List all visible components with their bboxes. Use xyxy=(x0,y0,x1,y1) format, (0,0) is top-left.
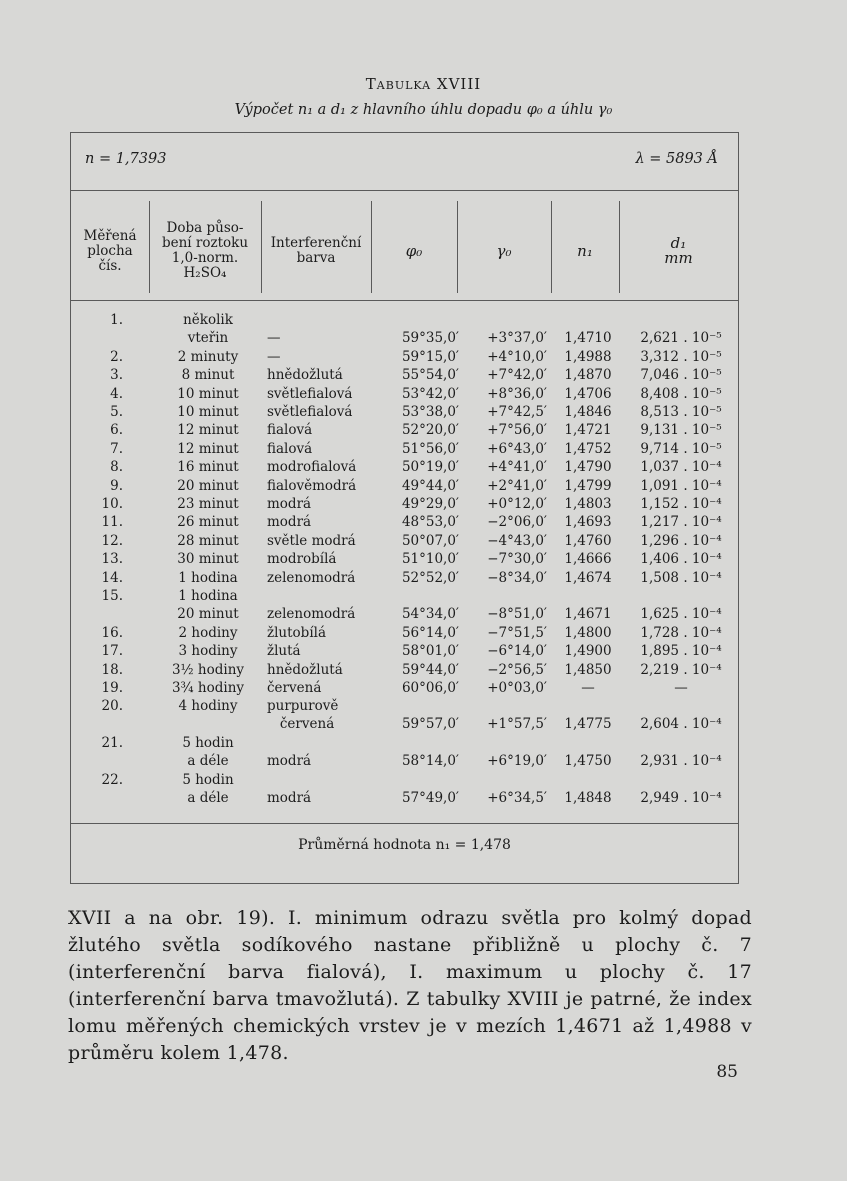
row-d1: 7,046 . 10⁻⁵ xyxy=(640,367,722,384)
row-n1: 1,4790 xyxy=(564,459,612,476)
row-gamma0: −8°51,0′ xyxy=(487,606,547,622)
row-phi0: 53°42,0′ xyxy=(401,385,459,402)
row-number: 1. xyxy=(110,312,123,328)
row-d1: 3,312 . 10⁻⁵ xyxy=(640,348,722,365)
row-exposure-time: 23 minut xyxy=(177,496,239,512)
row-exposure-time: 5 hodin a déle xyxy=(182,772,234,806)
row-n1: 1,4870 xyxy=(564,367,612,384)
row-d1: 8,408 . 10⁻⁵ xyxy=(640,385,722,402)
row-d1: — xyxy=(674,680,688,696)
page-number: 85 xyxy=(716,1062,738,1082)
row-interference-color: modrofialová xyxy=(267,459,357,476)
row-n1: 1,4710 xyxy=(564,330,612,346)
row-d1: 8,513 . 10⁻⁵ xyxy=(640,404,722,420)
row-gamma0: +7°42,0′ xyxy=(487,367,547,384)
row-interference-color: červená xyxy=(267,680,322,696)
row-exposure-time: 12 minut xyxy=(177,440,239,457)
row-exposure-time: 5 hodin a déle xyxy=(182,735,234,770)
row-number: 4. xyxy=(110,385,123,402)
row-gamma0: +0°03,0′ xyxy=(487,680,547,696)
row-d1: 1,508 . 10⁻⁴ xyxy=(640,569,722,586)
table-rule-top xyxy=(71,190,738,191)
wavelength-value: λ = 5893 Å xyxy=(635,151,718,167)
table-rule-bottom xyxy=(71,823,738,824)
row-number: 7. xyxy=(110,440,123,457)
row-interference-color: hnědožlutá xyxy=(267,367,343,384)
row-gamma0: +2°41,0′ xyxy=(487,477,547,494)
row-interference-color: světlefialová xyxy=(267,404,353,420)
row-interference-color: purpurově červená xyxy=(267,698,339,733)
row-phi0: 51°56,0′ xyxy=(401,440,459,457)
row-d1: 1,037 . 10⁻⁴ xyxy=(640,459,722,476)
row-d1: 2,219 . 10⁻⁴ xyxy=(640,661,722,678)
n-value: n = 1,7393 xyxy=(85,151,167,167)
row-number: 3. xyxy=(110,367,123,384)
row-n1: 1,4706 xyxy=(564,385,612,402)
average-value: Průměrná hodnota n₁ = 1,478 xyxy=(298,837,511,853)
row-gamma0: +7°56,0′ xyxy=(487,422,547,439)
row-number: 19. xyxy=(101,680,123,696)
row-number: 10. xyxy=(101,496,123,512)
row-interference-color: žlutá xyxy=(267,643,301,660)
row-exposure-time: několik vteřin xyxy=(183,312,233,346)
row-interference-color: žlutobílá xyxy=(267,624,327,641)
row-interference-color: modrá xyxy=(267,496,312,512)
row-exposure-time: 10 minut xyxy=(177,385,239,402)
row-interference-color: modrá xyxy=(267,790,312,806)
row-phi0: 60°06,0′ xyxy=(401,680,459,696)
row-n1: 1,4666 xyxy=(564,551,612,568)
row-number: 15. xyxy=(101,588,123,604)
row-number: 12. xyxy=(101,532,123,549)
row-n1: 1,4775 xyxy=(564,716,612,733)
row-n1: 1,4721 xyxy=(564,422,612,439)
header-exposure-time: Doba půso- bení roztoku 1,0-norm. H₂SO₄ xyxy=(161,220,249,281)
row-d1: 9,714 . 10⁻⁵ xyxy=(640,440,722,457)
row-phi0: 57°49,0′ xyxy=(401,790,459,806)
data-table xyxy=(70,132,739,884)
row-gamma0: −6°14,0′ xyxy=(487,643,547,660)
row-exposure-time: 30 minut xyxy=(177,551,239,568)
row-interference-color: světlefialová xyxy=(267,385,353,402)
row-number: 9. xyxy=(110,477,123,494)
row-n1: 1,4752 xyxy=(564,440,612,457)
row-number: 5. xyxy=(110,404,123,420)
row-interference-color: modrobílá xyxy=(267,551,337,568)
row-exposure-time: 28 minut xyxy=(177,532,239,549)
row-interference-color: fialová xyxy=(267,440,313,457)
row-n1: 1,4760 xyxy=(564,532,612,549)
row-exposure-time: 26 minut xyxy=(177,514,239,531)
row-phi0: 54°34,0′ xyxy=(401,606,459,622)
row-n1: — xyxy=(581,680,595,696)
row-gamma0: +7°42,5′ xyxy=(487,404,547,420)
row-n1: 1,4800 xyxy=(564,624,612,641)
row-number: 22. xyxy=(101,772,123,788)
row-interference-color: fialová xyxy=(267,422,313,439)
row-n1: 1,4693 xyxy=(564,514,612,531)
row-phi0: 51°10,0′ xyxy=(401,551,459,568)
row-d1: 2,604 . 10⁻⁴ xyxy=(640,716,722,733)
row-phi0: 49°29,0′ xyxy=(401,496,459,512)
row-d1: 1,091 . 10⁻⁴ xyxy=(640,477,722,494)
row-interference-color: modrá xyxy=(267,514,312,531)
row-d1: 1,217 . 10⁻⁴ xyxy=(640,514,722,531)
row-exposure-time: 3¾ hodiny xyxy=(171,680,245,696)
row-number: 8. xyxy=(110,459,123,476)
row-phi0: 59°57,0′ xyxy=(401,716,459,733)
row-exposure-time: 1 hodina xyxy=(178,569,238,586)
table-title: Tabulka XVIII xyxy=(365,75,482,93)
row-gamma0: +6°34,5′ xyxy=(487,790,547,806)
row-gamma0: −8°34,0′ xyxy=(487,569,547,586)
row-exposure-time: 8 minut xyxy=(181,367,235,384)
row-exposure-time: 12 minut xyxy=(177,422,239,439)
header-area-number: Měřená plocha čís. xyxy=(83,227,137,274)
row-interference-color: — xyxy=(267,348,281,365)
row-n1: 1,4846 xyxy=(564,404,612,420)
row-d1: 2,949 . 10⁻⁴ xyxy=(640,790,722,806)
row-n1: 1,4850 xyxy=(564,661,612,678)
row-phi0: 50°19,0′ xyxy=(401,459,459,476)
row-d1: 1,895 . 10⁻⁴ xyxy=(640,643,722,660)
row-phi0: 48°53,0′ xyxy=(401,514,459,531)
row-phi0: 50°07,0′ xyxy=(401,532,459,549)
row-exposure-time: 3½ hodiny xyxy=(171,661,245,678)
row-number: 16. xyxy=(101,624,123,641)
row-number: 18. xyxy=(101,661,123,678)
row-gamma0: −4°43,0′ xyxy=(487,532,547,549)
row-phi0: 59°35,0′ xyxy=(401,330,459,346)
row-exposure-time: 2 hodiny xyxy=(178,624,238,641)
row-d1: 1,406 . 10⁻⁴ xyxy=(640,551,722,568)
row-gamma0: +4°41,0′ xyxy=(487,459,547,476)
row-interference-color: modrá xyxy=(267,753,312,770)
row-n1: 1,4803 xyxy=(564,496,612,512)
row-n1: 1,4674 xyxy=(564,569,612,586)
row-exposure-time: 20 minut xyxy=(177,477,239,494)
row-n1: 1,4799 xyxy=(564,477,612,494)
row-interference-color: světle modrá xyxy=(267,532,356,549)
row-phi0: 52°20,0′ xyxy=(401,422,459,439)
row-exposure-time: 1 hodina 20 minut xyxy=(177,588,239,622)
row-number: 17. xyxy=(101,643,123,660)
row-gamma0: −7°51,5′ xyxy=(487,624,547,641)
table-subtitle: Výpočet n₁ a d₁ z hlavního úhlu dopadu φ₀ a úhlu γ₀ xyxy=(234,102,613,118)
row-d1: 1,728 . 10⁻⁴ xyxy=(640,624,722,641)
row-d1: 1,296 . 10⁻⁴ xyxy=(640,532,722,549)
row-n1: 1,4671 xyxy=(564,606,612,622)
row-n1: 1,4988 xyxy=(564,348,612,365)
row-gamma0: −7°30,0′ xyxy=(487,551,547,568)
body-paragraph: XVII a na obr. 19). I. minimum odrazu světla pro kolmý dopad žlutého světla sodíkového nastane přibližně u plochy č. 7 (interferenční barva fialová), I. maximum u plochy č. 17 (interferenční barva tmavožlutá). Z tabulky XVIII je patrné, že index lomu měřených chemických vrstev je v mezích 1,4671 až 1,4988 v průměru kolem 1,478. xyxy=(68,907,752,1064)
row-d1: 1,152 . 10⁻⁴ xyxy=(640,496,722,512)
row-number: 21. xyxy=(101,735,123,752)
row-phi0: 56°14,0′ xyxy=(401,624,459,641)
row-gamma0: −2°06,0′ xyxy=(487,514,547,531)
header-d1: d₁ mm xyxy=(664,234,693,267)
row-exposure-time: 10 minut xyxy=(177,404,239,420)
header-interference-color: Interferenční barva xyxy=(270,235,362,266)
row-exposure-time: 2 minuty xyxy=(177,348,239,365)
row-gamma0: +0°12,0′ xyxy=(487,496,547,512)
row-n1: 1,4750 xyxy=(564,753,612,770)
row-d1: 2,931 . 10⁻⁴ xyxy=(640,753,722,770)
row-number: 6. xyxy=(110,422,123,439)
row-number: 2. xyxy=(110,348,123,365)
row-interference-color: fialověmodrá xyxy=(267,477,357,494)
row-gamma0: +6°43,0′ xyxy=(487,440,547,457)
row-phi0: 58°01,0′ xyxy=(401,643,459,660)
row-phi0: 58°14,0′ xyxy=(401,753,459,770)
row-phi0: 59°44,0′ xyxy=(401,661,459,678)
header-n1: n₁ xyxy=(577,241,593,260)
row-gamma0: +1°57,5′ xyxy=(487,716,547,733)
row-n1: 1,4848 xyxy=(564,790,612,806)
row-d1: 2,621 . 10⁻⁵ xyxy=(640,330,722,346)
row-gamma0: +6°19,0′ xyxy=(487,753,547,770)
row-phi0: 52°52,0′ xyxy=(401,569,459,586)
row-interference-color: hnědožlutá xyxy=(267,661,343,678)
header-gamma0: γ₀ xyxy=(496,241,512,260)
row-number: 14. xyxy=(101,569,123,586)
row-interference-color: zelenomodrá xyxy=(267,606,356,622)
row-phi0: 49°44,0′ xyxy=(401,477,459,494)
row-n1: 1,4900 xyxy=(564,643,612,660)
row-exposure-time: 4 hodiny xyxy=(178,698,238,715)
row-phi0: 55°54,0′ xyxy=(401,367,459,384)
row-interference-color: zelenomodrá xyxy=(267,569,356,586)
row-gamma0: +8°36,0′ xyxy=(487,385,547,402)
row-number: 11. xyxy=(101,514,123,531)
row-phi0: 59°15,0′ xyxy=(401,348,459,365)
row-d1: 1,625 . 10⁻⁴ xyxy=(640,606,722,622)
row-number: 20. xyxy=(101,698,123,715)
row-gamma0: −2°56,5′ xyxy=(487,661,547,678)
header-phi0: φ₀ xyxy=(405,241,423,260)
row-phi0: 53°38,0′ xyxy=(401,404,459,420)
row-exposure-time: 3 hodiny xyxy=(178,643,238,660)
row-number: 13. xyxy=(101,551,123,568)
row-gamma0: +4°10,0′ xyxy=(487,348,547,365)
row-d1: 9,131 . 10⁻⁵ xyxy=(640,422,722,439)
row-interference-color: — xyxy=(267,330,281,346)
row-exposure-time: 16 minut xyxy=(177,459,239,476)
row-gamma0: +3°37,0′ xyxy=(487,330,547,346)
